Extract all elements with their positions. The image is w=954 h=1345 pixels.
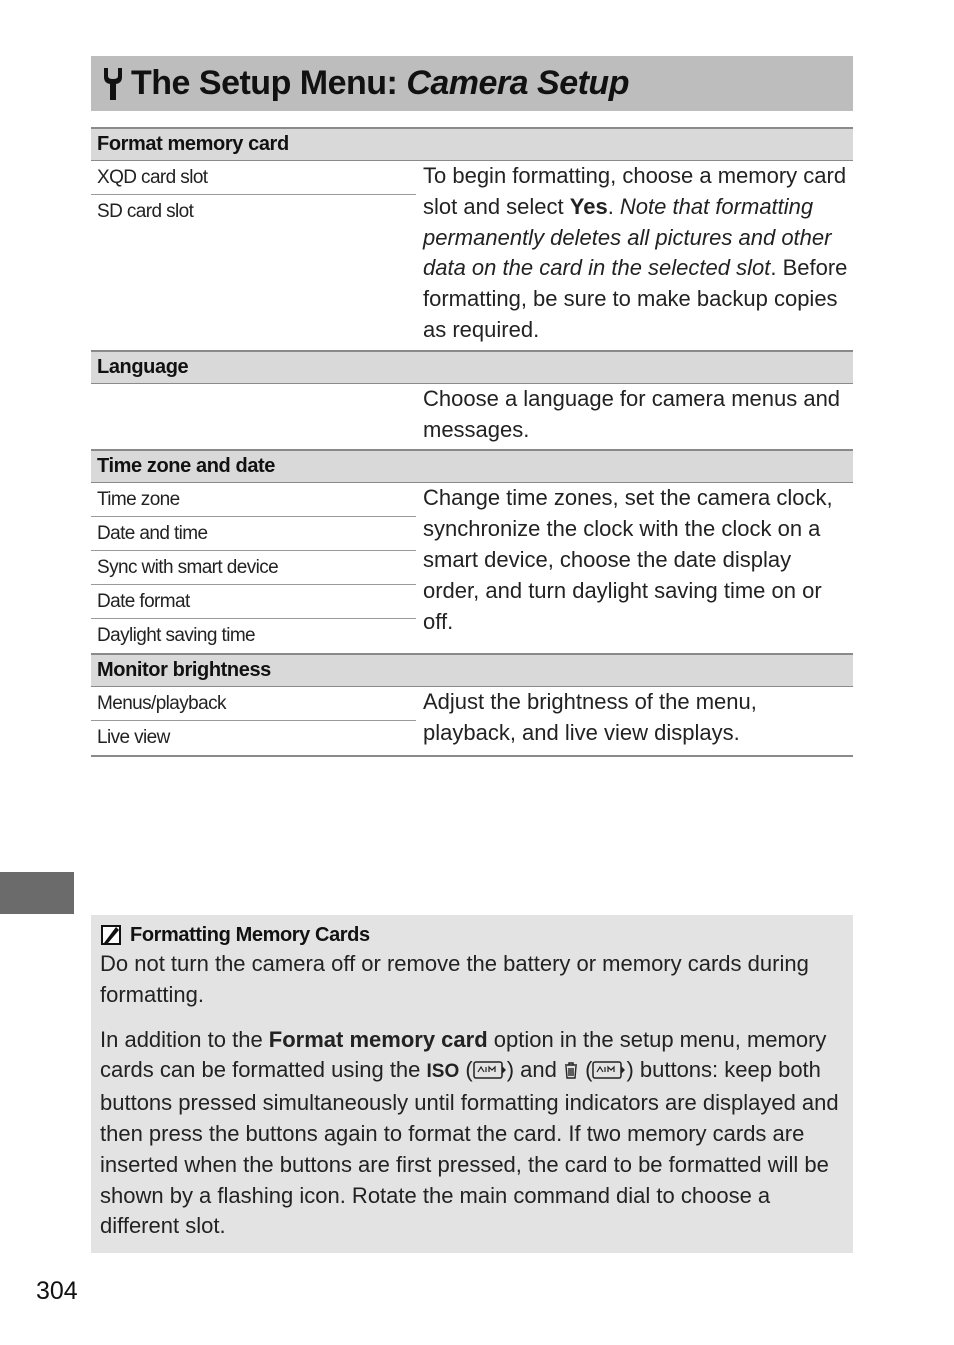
section-heading-format-memory-card: Format memory card [91,127,853,161]
page-number: 304 [36,1277,78,1305]
section-description: Adjust the brightness of the menu, playback, and live view displays. [423,689,757,746]
section-body-language [91,384,853,450]
note-check-icon [100,924,122,946]
note-title: Formatting Memory Cards [130,923,370,946]
note-paragraph-2: In addition to the Format memory card option in the setup menu, memory cards can be formatted using the ISO ( ) and ( ) buttons: keep both buttons pressed simultaneously until formatting indicators are displayed and then press the buttons again to format the card. If two memory cards are inserted when the buttons are first pressed, the card to be formatted will be shown by a flashing icon. Rotate the main command dial to choose a different slot. [100,1026,839,1239]
wrench-icon [101,66,125,102]
setup-menu-table [91,127,853,757]
trash-icon [563,1060,579,1080]
option-xqd-card-slot: XQD card slot [91,161,416,195]
iso-button-label: ISO [426,1061,460,1083]
page-title: The Setup Menu: Camera Setup [131,64,629,102]
section-body-format-memory-card [91,161,853,350]
section-description: Change time zones, set the camera clock, synchronize the clock with the clock on a smart device, choose the date display order, and turn daylight saving time on or off. [423,485,833,634]
option-time-zone: Time zone [91,483,416,517]
section-heading-language: Language [91,350,853,384]
chapter-side-tab [0,872,74,914]
option-menus-playback: Menus/playback [91,687,416,721]
option-live-view: Live view [97,727,170,749]
format-icon [473,1060,507,1080]
option-date-format: Date format [91,585,416,619]
option-sd-card-slot: SD card slot [97,201,194,222]
section-body-time-zone-and-date [91,483,853,653]
note-paragraph-1: Do not turn the camera off or remove the battery or memory cards during formatting. [100,951,809,1007]
page-title-bar [91,56,853,111]
section-heading-time-zone-and-date: Time zone and date [91,449,853,483]
section-description: Choose a language for camera menus and messages. [423,385,841,442]
option-sync-with-smart-device: Sync with smart device [91,551,416,585]
note-box [91,915,853,1253]
option-date-and-time: Date and time [91,517,416,551]
section-body-monitor-brightness [91,687,853,757]
option-daylight-saving-time: Daylight saving time [97,625,256,647]
section-heading-monitor-brightness: Monitor brightness [91,653,853,687]
format-icon [592,1060,626,1080]
note-heading [100,921,839,949]
section-description: To begin formatting, choose a memory card slot and select Yes. Note that formatting permanently deletes all pictures and other data on the card in the selected slot. Before formatting, be sure to make backup copies as required. [423,163,848,342]
